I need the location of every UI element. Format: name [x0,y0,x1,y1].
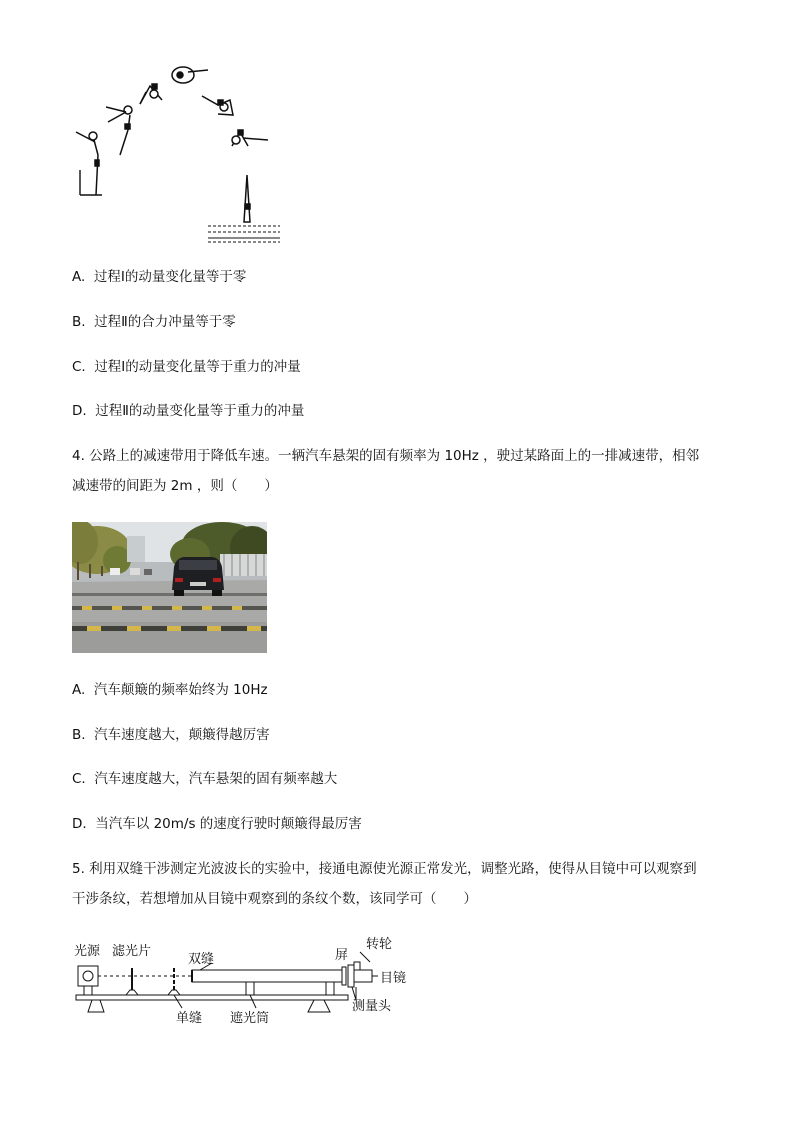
q5-stem-line1: 5. 利用双缝干涉测定光波波长的实验中，接通电源使光源正常发光，调整光路，使得从目镜中可以观察到 [72,861,697,877]
q4-option-d: D. 当汽车以 20m/s 的速度行驶时颠簸得最厉害 [72,816,362,832]
label-tube: 遮光筒 [230,1011,270,1026]
q4-option-a: A. 汽车颠簸的频率始终为 10Hz [72,682,268,698]
diver-takeoff [106,106,132,155]
diver-opening [232,130,268,146]
q4-stem-line1: 4. 公路上的减速带用于降低车速。一辆汽车悬架的固有频率为 10Hz ，驶过某路面上的一排减速带，相邻 [72,448,700,464]
q3-option-c: C. 过程Ⅰ的动量变化量等于重力的冲量 [72,359,301,375]
q4-stem-line2: 减速带的间距为 2m ，则（ ） [72,478,278,494]
water-surface [208,226,280,242]
q3-option-a: A. 过程Ⅰ的动量变化量等于零 [72,269,247,285]
label-wheel: 转轮 [366,937,393,952]
q4-option-b: B. 汽车速度越大，颠簸得越厉害 [72,727,270,743]
diver-rotating [202,96,233,115]
label-eyepiece: 目镜 [380,971,407,986]
diver-trajectory-figure [68,60,288,245]
label-single-slit: 单缝 [176,1011,203,1026]
diver-tuck [172,67,208,83]
q3-option-d: D. 过程Ⅱ的动量变化量等于重力的冲量 [72,403,305,419]
label-light-source: 光源 [74,944,101,959]
diver-pike [140,84,162,104]
label-filter: 滤光片 [112,944,152,959]
label-double-slit: 双缝 [188,952,215,967]
q3-option-b: B. 过程Ⅱ的合力冲量等于零 [72,314,236,330]
q5-stem-line2: 干涉条纹，若想增加从目镜中观察到的条纹个数，该同学可（ ） [72,891,477,907]
label-measuring-head: 测量头 [352,999,392,1014]
label-screen: 屏 [335,948,349,963]
diver-entry [244,175,250,222]
q4-option-c: C. 汽车速度越大，汽车悬架的固有频率越大 [72,771,338,787]
double-slit-apparatus-figure [70,932,415,1027]
speed-bump-photo [72,522,267,653]
